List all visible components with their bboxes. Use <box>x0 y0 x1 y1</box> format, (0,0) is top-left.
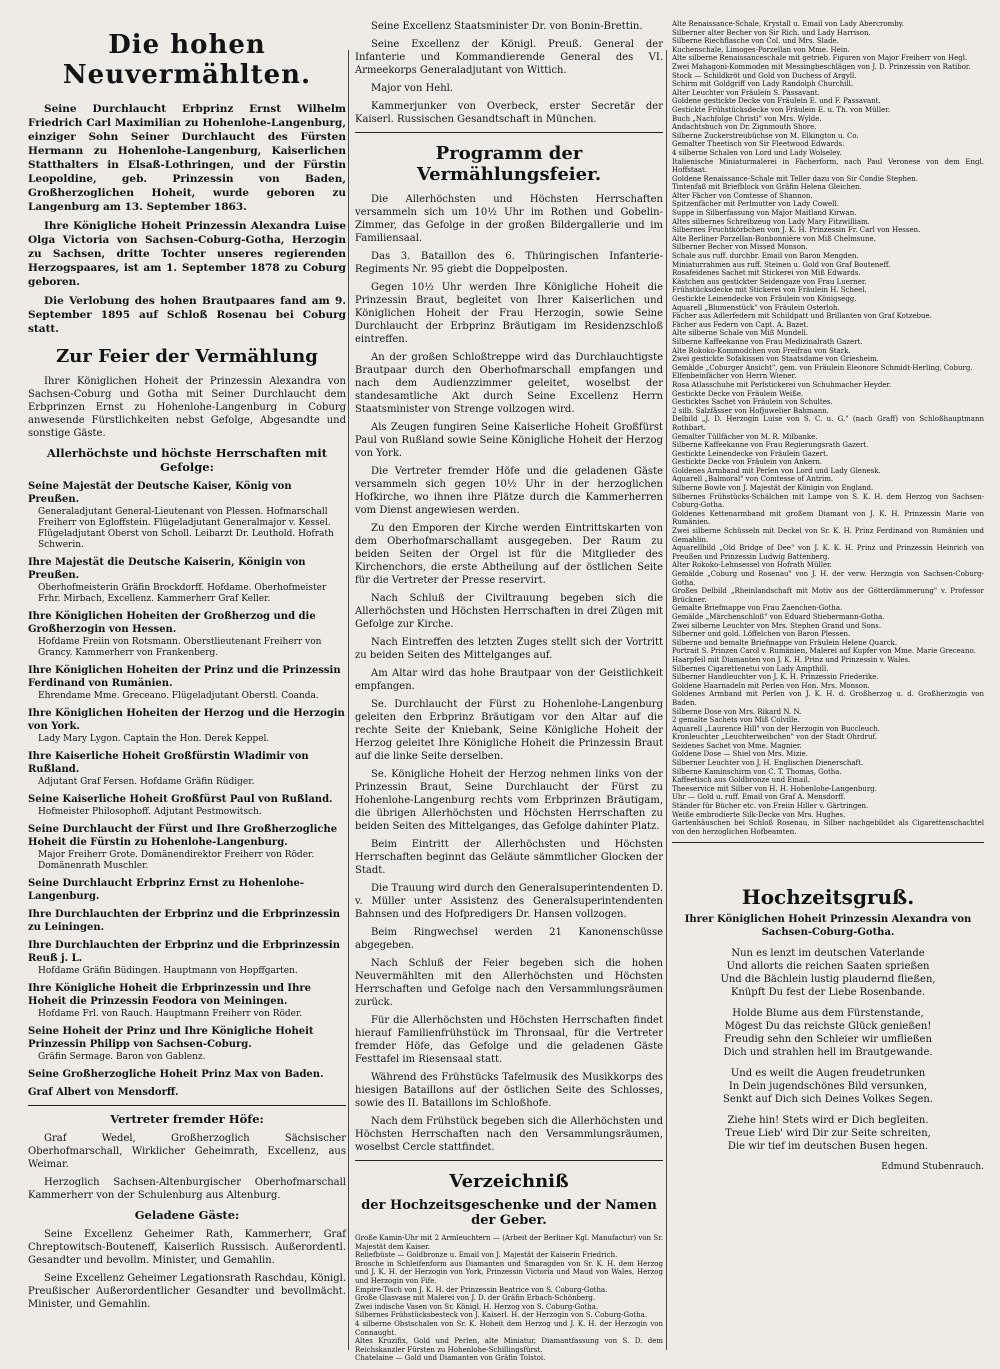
gift-entry: Goldene Dose — Shiel von Mrs. Mizie. <box>672 750 808 759</box>
vertreter-paragraph: Graf Wedel, Großherzoglich Sächsischer Oberhofmarschall, Wirklicher Geheimrath, Excellenz, aus Weimar. <box>28 1133 346 1170</box>
poem-author: Edmund Stubenrauch. <box>881 1162 984 1173</box>
geladene-heading: Geladene Gäste: <box>134 1208 240 1222</box>
gift-entry: Silberne Bowle von J. Majestät der Königin von England. <box>672 484 874 493</box>
gift-entry: Alter Leuchter von Fräulein S. Passavant. <box>672 88 820 97</box>
gift-entry: Gestickte Decke von Fräulein Weiße. <box>672 389 804 398</box>
guest-name: Seine Durchlaucht Erbprinz Ernst zu Hohenlohe-Langenburg. <box>28 878 305 902</box>
gift-list <box>672 20 984 836</box>
gift-entry: Weiße embrodierte Silk-Decke von Mrs. Hughes. <box>672 810 846 819</box>
gift-entry: Silberne Zuckerstreubüchse von M. Elkington u. Co. <box>672 131 859 140</box>
poem-dedication: Ihrer Königlichen Hoheit Prinzessin Alexandra von Sachsen-Coburg-Gotha. <box>684 914 972 939</box>
gift-entry: Tintenfaß mit Briefblock von Gräfin Helena Gleichen. <box>672 183 862 192</box>
gift-entry: Aquarell „Balmoral" von Comtesse of Antrim. <box>672 475 834 484</box>
gift-entry: Empire-Tisch von J. K. H. der Prinzessin Beatrice von S. Coburg-Gotha. <box>355 1285 608 1294</box>
gift-entry: Kästchen aus gestickter Seidengaze von Frau Luerner. <box>672 277 867 286</box>
gift-entry: Miniaturrahmen aus ruff. Steinen u. Gold von Graf Bouteneff. <box>672 260 891 269</box>
guest-name: Seine Kaiserliche Hoheit Großfürst Paul von Rußland. <box>28 794 333 805</box>
gift-entry: Silberner Leuchter von J. H. Englischen Dienerschaft. <box>672 759 864 768</box>
guests-heading: Allerhöchste und höchste Herrschaften mit Gefolge: <box>46 446 328 474</box>
intro-paragraph: Die Verlobung des hohen Brautpaares fand am 9. September 1895 auf Schloß Rosenau bei Coburg statt. <box>28 295 346 335</box>
gift-entry: Aquarellbild „Old Bridge of Dee" von J. K. K. H. Prinz und Prinzessin Heinrich von Preußen und Prinzessin Ludwig Battenberg. <box>672 544 984 561</box>
gift-entry: Gestickte Leinendecke von Fräulein Gazert. <box>672 449 829 458</box>
gift-entry: Altes silbernes Schreibzeug von Lady Mary Fitzwilliam. <box>672 217 870 226</box>
guest-name: Ihre Kaiserliche Hoheit Großfürstin Wladimir von Rußland. <box>28 751 309 775</box>
gift-entry: Silberner Becher von Missed Monson. <box>672 243 808 252</box>
gift-entry: Brosche in Schleifenform aus Diamanten und Smaragden von Sr. K. H. dem Herzog und J. K. H. der Herzogin von York, Prinzessin Victoria und Maud von Wales, Herzog und Herzogin von Fife. <box>355 1259 663 1285</box>
programm-paragraph: An der großen Schloßtreppe wird das Durchlauchtigste Brautpaar durch den Oberhofmarschall empfangen und nach dem Audienzzimmer geleitet, woselbst der standesamtliche Akt durch Seine Excellenz Herrn Staatsminister von Strenge vollzogen wird. <box>355 352 663 415</box>
gift-entry: Silberner und gold. Löffelchen von Baron Plessen. <box>672 630 851 639</box>
gift-entry: Goldenes Armband mit Perlen von J. K. H. d. Großherzog u. d. Großherzogin von Baden. <box>672 690 984 707</box>
guest-suite: Major Freiherr Grote. Domänendirektor Freiherr von Röder. Domänenrath Muschler. <box>38 850 315 871</box>
guest-name: Ihre Königlichen Hoheiten der Herzog und die Herzogin von York. <box>28 708 345 732</box>
guest-name: Seine Hoheit der Prinz und Ihre Königliche Hoheit Prinzessin Philipp von Sachsen-Coburg. <box>28 1026 314 1050</box>
gift-entry: Zwei indische Vasen von Sr. Königl. H. Herzog von S. Coburg-Gotha. <box>355 1302 599 1311</box>
gift-entry: Kuchenschale, Limoges-Porzellan von Mme. Hein. <box>672 45 850 54</box>
poem-stanza: Ziehe hin! Stets wird er Dich begleiten. Treue Lieb' wird Dir zur Seite schreiten, Die wir tief im deutschen Busen hegen. <box>725 1115 931 1153</box>
gift-entry: Zwei Mahagoni-Kommoden mit Messingbeschlägen von J. D. Prinzessin von Ratibor. <box>672 62 971 71</box>
programm-title: Programm der Vermählungsfeier. <box>416 143 602 185</box>
gift-entry: Alte Berliner Porzellan-Bonbonnière von Miß Chelmsune. <box>672 234 876 243</box>
programm-paragraph: Die Allerhöchsten und Höchsten Herrschaften versammeln sich um 10½ Uhr im Rothen und Gobelin-Zimmer, das Gefolge in der großen Bildergallerie und im Familiensaal. <box>355 194 663 244</box>
divider <box>355 1160 663 1161</box>
gift-entry: Silberne Kaminschirm von C. T. Thomas, Gotha. <box>672 767 842 776</box>
guest-name: Ihre Durchlauchten der Erbprinz und die Erbprinzessin Reuß j. L. <box>28 940 340 964</box>
programm-paragraph: Nach Schluß der Civiltrauung begeben sich die Allerhöchsten und Höchsten Herrschaften in drei Zügen mit Gefolge zur Kirche. <box>355 593 663 630</box>
guest-name: Ihre Königlichen Hoheiten der Großherzog und die Großherzogin von Hessen. <box>28 611 316 635</box>
programm-text <box>355 193 663 1154</box>
guest-suite: Gräfin Sermage. Baron von Gablenz. <box>38 1052 206 1062</box>
programm-paragraph: Nach dem Frühstück begeben sich die Allerhöchsten und Höchsten Herrschaften nach den Versammlungsräumen, woselbst Cercle stattfindet. <box>355 1116 663 1153</box>
gift-entry: Andachtsbuch von Dr. Zignmouth Shore. <box>672 123 817 132</box>
gift-entry: Elfenbeinfächer von Herrn Wiener. <box>672 372 797 381</box>
gift-entry: Silberne und bemalte Briefmappe von Fräulein Helene Quarck. <box>672 638 898 647</box>
gift-entry: Aquarell „Laurence Hill" von der Herzogin von Buccleuch. <box>672 724 880 733</box>
gift-entry: Goldene Haarnadeln mit Perlen von Hon. Mrs. Monson. <box>672 681 870 690</box>
gift-entry: Kaffeetisch aus Goldbronze und Email. <box>672 776 810 785</box>
gift-entry: Silberner alter Becher von Sir Rich. und Lady Harrison. <box>672 28 871 37</box>
gift-entry: 2 gemalte Sachets von Miß Colville. <box>672 716 800 725</box>
gift-entry: Alter Fächer von Comtesse of Shannon. <box>672 191 813 200</box>
column-rule <box>666 50 667 1350</box>
guest-name: Ihre Königlichen Hoheiten der Prinz und die Prinzessin Ferdinand von Rumänien. <box>28 665 341 689</box>
gift-entry: Große Glasvase mit Malerei von J. D. der Gräfin Erbach-Schönberg. <box>355 1294 596 1303</box>
gift-entry: Spitzenfächer mit Perlmutter von Lady Cowell. <box>672 200 839 209</box>
gift-entry: Silbernes Frühstücksbesteck von J. Kaiserl. H. der Herzogin von S. Coburg-Gotha. <box>355 1311 648 1320</box>
guest-name: Seine Durchlaucht der Fürst und Ihre Großherzogliche Hoheit die Fürstin zu Hohenlohe-Langenburg. <box>28 824 338 848</box>
gift-entry: Silberne Kaffeekanne von Frau Regierungsrath Gazert. <box>672 441 869 450</box>
column-rule <box>348 50 349 1350</box>
guest-list <box>28 480 346 1099</box>
column-right <box>672 20 984 1355</box>
gift-entry: Portrait S. Prinzen Carol v. Rumänien, Malerei auf Kupfer von Mme. Marie Greceano. <box>672 647 976 656</box>
gift-entry: Fächer aus Adlerfedern mit Schildpatt und Brillanten von Graf Kotzebue. <box>672 312 932 321</box>
guest-name: Ihre Königliche Hoheit die Erbprinzessin und Ihre Hoheit die Prinzessin Feodora von Meiningen. <box>28 983 312 1007</box>
guest-name: Seine Großherzogliche Hoheit Prinz Max von Baden. <box>28 1069 324 1080</box>
programm-paragraph: Das 3. Bataillon des 6. Thüringischen Infanterie-Regiments Nr. 95 giebt die Doppelposten. <box>355 251 663 275</box>
gift-entry: Große Kamin-Uhr mit 2 Armleuchtern — (Arbeit der Berliner Kgl. Manufactur) von Sr. Majestät dem Kaiser. <box>355 1234 663 1251</box>
gift-entry: Delbild „J. D. Herzogin Luise von S. C. u. G." (nach Graff) von Schloßhauptmann Rothbart. <box>672 415 984 432</box>
gift-entry: Ständer für Bücher etc. von Freiin Hiller v. Gärtringen. <box>672 802 869 811</box>
intro-paragraph: Seine Durchlaucht Erbprinz Ernst Wilhelm Friedrich Carl Maximilian zu Hohenlohe-Langenburg, einziger Sohn Seiner Durchlaucht des Fürsten Hermann zu Hohenlohe-Langenburg, Kaiserlichen Statthalters in Elsaß-Lothringen, und der Fürstin Leopoldine, geb. Prinzessin von Baden, Großherzoglichen Hoheit, wurde geboren zu Langenburg am 13. September 1863. <box>28 103 346 213</box>
gift-entry: Gesticktes Sachet von Fräulein von Schultes. <box>672 398 833 407</box>
gift-entry: Gemalter Tüllfächer von M. R. Milbanke. <box>672 432 818 441</box>
gift-entry: Altes Kruzifix, Gold und Perlen, alte Miniatur, Diamantfassung von S. D. dem Reichskanzler Fürsten zu Hohenlohe-Schillingsfürst. <box>355 1337 663 1354</box>
programm-paragraph: Zu den Emporen der Kirche werden Eintrittskarten von dem Oberhofmarschallamt ausgegeben. Der Raum zu beiden Seiten der Orgel ist für die Mitglieder des Kirchenchors, die erste Abtheilung auf der östlichen Seite für die Vertreter der Presse reservirt. <box>355 523 663 586</box>
guest-suite: Hofdame Frl. von Rauch. Hauptmann Freiherr von Röder. <box>38 1009 303 1019</box>
guest-suite: Oberhofmeisterin Gräfin Brockdorff. Hofdame. Oberhofmeister Frhr. Mirbach, Excellenz. Kammerherr Graf Keller. <box>38 583 327 604</box>
top-entry: Kammerjunker von Overbeck, erster Secretär der Kaiserl. Russischen Gesandtschaft in München. <box>355 101 663 125</box>
gift-entry: Goldenes Kettenarmband mit großem Diamant von J. K. H. Prinzessin Marie von Rumänien. <box>672 509 984 527</box>
verzeichnis-title: Verzeichniß <box>449 1171 569 1192</box>
gift-entry: Theeservice mit Silber von H. H. Hohenlohe-Langenburg. <box>672 784 877 793</box>
gift-entry: Zwei silberne Leuchter von Mrs. Stephen Grand und Sons. <box>672 621 882 630</box>
programm-paragraph: Gegen 10½ Uhr werden Ihre Königliche Hoheit die Prinzessin Braut, begleitet von Ihrer Kaiserlichen und Königlichen Hoheit der Frau Herzogin, sowie Seine Durchlaucht der Erbprinz Bräutigam im Residenzschloß eintreffen. <box>355 282 663 345</box>
gift-entry: Frühstücksdecke mit Stickerei von Fräulein H. Scheel. <box>672 286 867 295</box>
gift-entry: Rosa Atlasschuhe mit Perlstickerei von Schuhmacher Heyder. <box>672 380 892 389</box>
gift-entry: Alte silberne Renaissanceschale mit getrieb. Figuren von Major Freiherr von Hegl. <box>672 54 968 63</box>
gift-entry: Seidenes Sachet von Mme. Magnier. <box>672 741 802 750</box>
gift-entry: Uhr — Gold u. ruff. Email von Graf A. Mensdorff. <box>672 793 846 802</box>
geladene-paragraph: Seine Excellenz Geheimer Legationsrath Raschdau, Königl. Preußischer Außerordentlicher Gesandter und bevollmächt. Minister, und Gemahlin. <box>28 1273 346 1310</box>
section-intro: Ihrer Königlichen Hoheit der Prinzessin Alexandra von Sachsen-Coburg und Gotha mit Seiner Durchlaucht dem Erbprinzen Ernst zu Hohenlohe-Langenburg in Coburg anwesende Fürstlichkeiten nebst Gefolge, Abgesandte und sonstige Gäste. <box>28 376 346 439</box>
guest-name: Seine Majestät der Deutsche Kaiser, König von Preußen. <box>28 481 292 505</box>
gift-entry: Alte Rokoko-Kommodchen von Freifrau von Stark. <box>672 346 851 355</box>
intro-paragraph: Ihre Königliche Hoheit Prinzessin Alexandra Luise Olga Victoria von Sachsen-Coburg-Gotha, Herzogin zu Sachsen, dritte Tochter unseres regierenden Herzogspaares, ist am 1. September 1878 zu Coburg geboren. <box>28 220 346 288</box>
guest-name: Ihre Majestät die Deutsche Kaiserin, Königin von Preußen. <box>28 557 306 581</box>
poem-stanza: Und es weilt die Augen freudetrunken In Dein jugendschönes Bild versunken, Senkt auf Dich sich Deines Volkes Segen. <box>722 1068 934 1106</box>
gift-entry: Alter Rokoko-Lehnsessel von Hofrath Müller. <box>672 561 832 570</box>
gift-entry: Silbernes Cigarettenetui von Lady Ampthill. <box>672 664 829 673</box>
verzeichnis-subtitle: der Hochzeitsgeschenke und der Namen der Geber. <box>361 1198 657 1228</box>
gift-entry: Gemalter Theetisch von Sir Fleetwood Edwards. <box>672 140 845 149</box>
gift-entry: Gartenhäuschen bei Schloß Rosenau, in Silber nachgebildet als Cigarettenschachtel von den herzoglichen Hofbeamten. <box>672 819 984 836</box>
gift-entry: Gemälde „Coburg und Rosenau" von J. H. der verw. Herzogin von Sachsen-Coburg-Gotha. <box>672 570 984 587</box>
programm-paragraph: Nach Eintreffen des letzten Zuges stellt sich der Vortritt zu beiden Seiten des Mittelganges auf. <box>355 637 663 661</box>
gift-entry: Silberne Riechflasche von Col. und Mrs. Slade. <box>672 37 839 46</box>
gift-entry: Schale aus ruff. durchbr. Email von Baron Mengden. <box>672 252 859 261</box>
gift-entry: Italienische Miniaturmalerei in Fächerform, nach Paul Veronese von dem Engl. Hoffstaat. <box>672 157 984 175</box>
column-middle <box>355 20 663 1363</box>
gift-entry: Gemälde „Coburger Ansicht", gem. von Fräulein Eleonore Schmidt-Herling, Coburg. <box>672 363 973 372</box>
gift-entry: Chatelaine — Gold und Diamanten von Gräfin Tolstoi. <box>355 1354 546 1363</box>
guest-suite: Hofmeister Philosophoff. Adjutant Pestmowitsch. <box>38 807 262 817</box>
programm-paragraph: Als Zeugen fungiren Seine Kaiserliche Hoheit Großfürst Paul von Rußland sowie Seine Königliche Hoheit der Herzog von York. <box>355 422 663 459</box>
gift-entry: Großes Delbild „Rheinlandschaft mit Motiv aus der Götterdämmerung" v. Professor Brückner. <box>672 587 984 604</box>
gift-entry: Silberner Handleuchter von J. K. H. Prinzessin Friederike. <box>672 673 879 682</box>
gift-entry: Silbernes Fruchtkörbchen von J. K. H. Prinzessin Fr. Carl von Hessen. <box>672 226 921 235</box>
gift-entry: Goldene gestickte Decke von Fräulein E. und F. Passavant. <box>672 97 881 106</box>
gift-entry: 4 silberne Obstschalen von Sr. K. Hoheit dem Herzog und J. K. H. der Herzogin von Connaught. <box>355 1319 663 1337</box>
gift-entry: Gemalte Briefmappe von Frau Zaenchen-Gotha. <box>672 604 843 613</box>
geladene-paragraph: Seine Excellenz Geheimer Rath, Kammerherr, Graf Chreptowitsch-Bouteneff, Kaiserlich Russisch. Außerordentl. Gesandter und bevollm. Minister, und Gemahlin. <box>28 1229 346 1266</box>
gift-entry: Alte Renaissance-Schale, Krystall u. Email von Lady Abercromby. <box>672 20 904 28</box>
guest-suite: Ehrendame Mme. Greceano. Flügeladjutant Oberstl. Coanda. <box>38 691 319 701</box>
poem-body <box>672 947 984 1153</box>
gift-entry: Goldene Renaissance-Schale mit Teller dazu von Sir Condie Stephen. <box>672 174 918 183</box>
top-entry: Seine Excellenz der Königl. Preuß. General der Infanterie und Kommandierende General des VI. Armeekorps Generaladjutant von Wittich. <box>355 39 663 76</box>
guest-name: Ihre Durchlauchten der Erbprinz und die Erbprinzessin zu Leiningen. <box>28 909 340 933</box>
gift-entry: Aquarell „Blumenstück" von Fräulein Osterloh. <box>672 303 840 312</box>
programm-paragraph: Beim Ringwechsel werden 21 Kanonenschüsse abgegeben. <box>355 927 663 951</box>
gift-entry: Alte silberne Schale von Miß Mundell. <box>672 329 809 338</box>
gift-entry: Buch „Nachfolge Christi" von Mrs. Wylde. <box>672 114 822 123</box>
guest-suite: Generaladjutant General-Lieutenant von Plessen. Hofmarschall Freiherr von Egloffstein. Flügeladjutant Generalmajor v. Kessel. Flügeladjutant Oberst von Scholl. Leibarzt Dr. Leuthold. Hofrath Schwerin. <box>38 507 334 550</box>
gift-entry: Goldenes Armband mit Perlen von Lord und Lady Glenesk. <box>672 466 881 475</box>
article-title: Die hohen Neuvermählten. <box>62 30 312 90</box>
gift-entry: Stock — Schildkröt und Gold von Duchess of Argyll. <box>672 71 857 80</box>
gift-entry: Silbernes Frühstücks-Schälchen mit Lampe von S. K. H. dem Herzog von Sachsen-Coburg-Gotha. <box>672 492 984 510</box>
top-entry: Seine Excellenz Staatsminister Dr. von Bonin-Brettin. <box>371 21 643 32</box>
section-title: Zur Feier der Vermählung <box>56 346 318 367</box>
top-entry: Major von Hehl. <box>371 83 454 94</box>
gift-entry: 2 silb. Salzfässer von Hofjuwelier Bahmann. <box>672 406 829 415</box>
guest-suite: Adjutant Graf Fersen. Hofdame Gräfin Rüdiger. <box>38 777 255 787</box>
poem-stanza: Nun es lenzt im deutschen Vaterlande Und allorts die reichen Saaten sprießen Und die Bächlein lustig plaudernd fließen, Knüpft Du fest der Liebe Rosenbande. <box>720 948 936 999</box>
guest-suite: Hofdame Freiin von Rotsmann. Oberstlieutenant Freiherr von Grancy. Kammerherr von Frankenberg. <box>38 637 322 658</box>
divider <box>28 1105 346 1106</box>
gift-entry: Rosafeidenes Sachet mit Stickerei von Miß Edwards. <box>672 269 861 278</box>
gift-entry: Fächer aus Federn von Capt. A. Bazet. <box>672 320 809 329</box>
column-left <box>28 20 346 1355</box>
programm-paragraph: Die Vertreter fremder Höfe und die geladenen Gäste versammeln sich gegen 10½ Uhr in der herzoglichen Hofkirche, wo ihnen ihre Plätze durch die Kammerherren vom Dienst angewiesen werden. <box>355 466 663 516</box>
programm-paragraph: Beim Eintritt der Allerhöchsten und Höchsten Herrschaften beginnt das Geläute sämmtlicher Glocken der Stadt. <box>355 839 663 876</box>
gift-entry: Gemälde „Märchenschloß" von Eduard Stiebermann-Gotha. <box>672 612 885 621</box>
programm-paragraph: Se. Königliche Hoheit der Herzog nehmen links von der Prinzessin Braut, Seine Durchlaucht der Fürst zu Hohenlohe-Langenburg rechts vom Erbprinzen Bräutigam, die übrigen Allerhöchsten und Höchsten Herrschaften zu beiden Seiten des Mittelganges, das Gefolge dahinter Platz. <box>355 769 663 832</box>
gift-entry: Silberne Kaffeekanne von Frau Medizinalrath Gazert. <box>672 337 863 346</box>
gift-list <box>355 1234 663 1363</box>
programm-paragraph: Während des Frühstücks Tafelmusik des Musikkorps des hiesigen Bataillons auf der östlichen Seite des Schlosses, sowie des II. Bataillons im Schloßhofe. <box>355 1072 663 1109</box>
gift-entry: Kronleuchter „Leuchterweibchen" von der Stadt Ohrdruf. <box>672 733 878 742</box>
poem-title: Hochzeitsgruß. <box>741 885 915 910</box>
divider <box>672 842 984 843</box>
gift-entry: Silberne Dose von Mrs. Rikard N. N. <box>672 707 802 716</box>
divider <box>355 132 663 133</box>
vertreter-paragraph: Herzoglich Sachsen-Altenburgischer Oberhofmarschall Kammerherr von der Schulenburg aus Altenburg. <box>28 1177 346 1201</box>
vertreter-heading: Vertreter fremder Höfe: <box>110 1112 264 1126</box>
guest-suite: Lady Mary Lygon. Captain the Hon. Derek Keppel. <box>38 734 270 744</box>
programm-paragraph: Für die Allerhöchsten und Höchsten Herrschaften findet hierauf Familienfrühstück im Thronsaal, für die Vertreter fremder Höfe, das Gefolge und die geladenen Gäste Festtafel im Riesensaal statt. <box>355 1015 663 1065</box>
gift-entry: Schirm mit Goldgriff von Lady Randolph Churchill. <box>672 80 854 89</box>
gift-entry: Gestickte Frühstücksdecke von Fräulein E. u. Th. von Müller. <box>672 105 891 114</box>
gift-entry: Suppe in Silberfassung von Major Maitland Kirwan. <box>672 209 857 218</box>
guest-suite: Hofdame Gräfin Büdingen. Hauptmann von Hopffgarten. <box>38 966 298 976</box>
gift-entry: Zwei silberne Schüsseln mit Deckel von Sr. K. H. Prinz Ferdinand von Rumänien und Gemahlin. <box>672 527 984 544</box>
gift-entry: Reliefbüste — Goldbronze u. Email von J. Majestät der Kaiserin Friedrich. <box>355 1251 618 1260</box>
programm-paragraph: Nach Schluß der Feier begeben sich die hohen Neuvermählten mit den Allerhöchsten und Höchsten Herrschaften und Gefolge nach den Versammlungsräumen zurück. <box>355 958 663 1008</box>
poem-stanza: Holde Blume aus dem Fürstenstande, Mögest Du das reichste Glück genießen! Freudig sehn den Schleier wir umfließen Dich und strahlen hell im Brautgewande. <box>723 1008 933 1059</box>
programm-paragraph: Am Altar wird das hohe Brautpaar von der Geistlichkeit empfangen. <box>355 668 663 692</box>
gift-entry: Zwei gestickte Sofakissen von Staatsdame von Griesheim. <box>672 355 879 364</box>
gift-entry: Haarpfeil mit Diamanten von J. K. H. Prinz und Prinzessin v. Wales. <box>672 655 911 664</box>
gift-entry: Gestickte Decke von Fräulein von Ankern. <box>672 458 823 467</box>
programm-paragraph: Se. Durchlaucht der Fürst zu Hohenlohe-Langenburg geleiten den Erbprinz Bräutigam vor den Altar auf die rechte Seite der Kniebank, Seine Königliche Hoheit der Herzog geleitet Ihre Königliche Hoheit die Prinzessin Braut auf die linke Seite derselben. <box>355 699 663 762</box>
guest-name: Graf Albert von Mensdorff. <box>28 1087 179 1098</box>
programm-paragraph: Die Trauung wird durch den Generalsuperintendenten D. v. Müller unter Assistenz des Generalsuperintendenten Bahnsen und des Hofpredigers Dr. Hansen vollzogen. <box>355 883 663 920</box>
gift-entry: 4 silberne Schalen von Lord und Lady Wolseley. <box>672 148 842 157</box>
gift-entry: Gestickte Leinendecke von Fräulein von Königsegg. <box>672 295 857 303</box>
